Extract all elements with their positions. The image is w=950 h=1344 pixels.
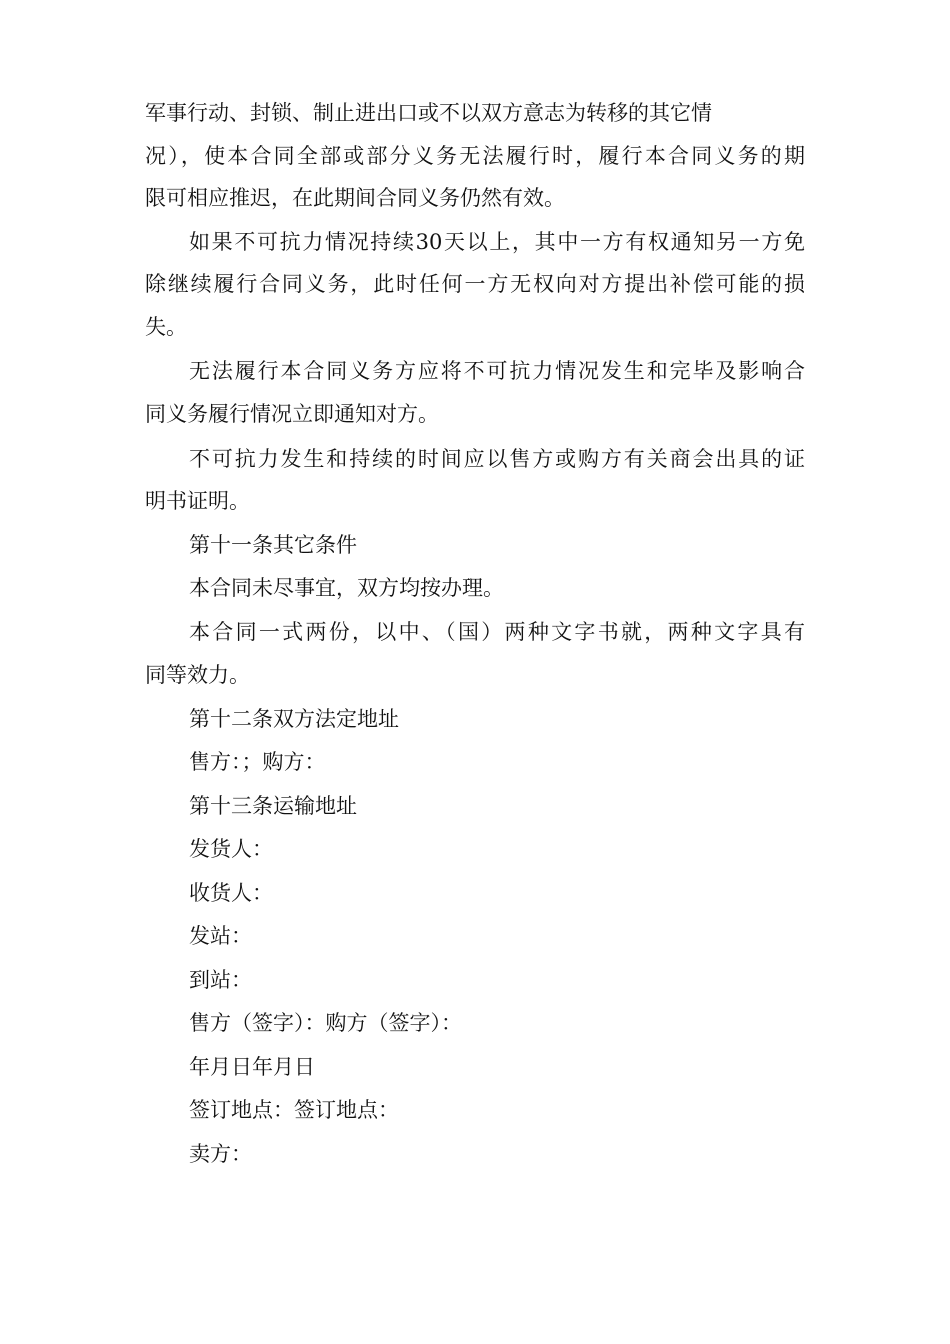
text-line: 失。 (145, 315, 187, 339)
date-line: 年月日年月日 (189, 1055, 315, 1079)
paragraph-first-line: 如果不可抗力情况持续30天以上，其中一方有权通知另一方免 (189, 230, 805, 254)
section-heading-13: 第十三条运输地址 (189, 794, 357, 818)
seller-line: 卖方： (189, 1142, 252, 1166)
departure-station-line: 发站： (189, 924, 252, 948)
shipper-line: 发货人： (189, 837, 273, 861)
text-line: 同等效力。 (145, 663, 250, 687)
section-heading-11: 第十一条其它条件 (189, 533, 357, 557)
arrival-station-line: 到站： (189, 968, 252, 992)
text-line: 同义务履行情况立即通知对方。 (145, 402, 439, 426)
paragraph-first-line: 不可抗力发生和持续的时间应以售方或购方有关商会出具的证 (189, 447, 805, 471)
text-line: 限可相应推迟，在此期间合同义务仍然有效。 (145, 186, 565, 210)
address-line: 售方：；购方： (189, 750, 326, 774)
paragraph-first-line: 无法履行本合同义务方应将不可抗力情况发生和完毕及影响合 (189, 359, 805, 383)
consignee-line: 收货人： (189, 881, 273, 905)
section-heading-12: 第十二条双方法定地址 (189, 707, 399, 731)
paragraph-first-line: 本合同一式两份，以中、（国）两种文字书就，两种文字具有 (189, 620, 805, 644)
text-line: 本合同未尽事宜，双方均按办理。 (189, 576, 504, 600)
text-line: 明书证明。 (145, 489, 250, 513)
text-line: 况），使本合同全部或部分义务无法履行时，履行本合同义务的期 (145, 144, 805, 168)
signature-line: 售方（签字）：购方（签字）： (189, 1011, 462, 1035)
text-line: 除继续履行合同义务，此时任何一方无权向对方提出补偿可能的损 (145, 272, 805, 296)
signing-place-line: 签订地点：签订地点： (189, 1098, 399, 1122)
text-line: 军事行动、封锁、制止进出口或不以双方意志为转移的其它情 (145, 101, 712, 125)
